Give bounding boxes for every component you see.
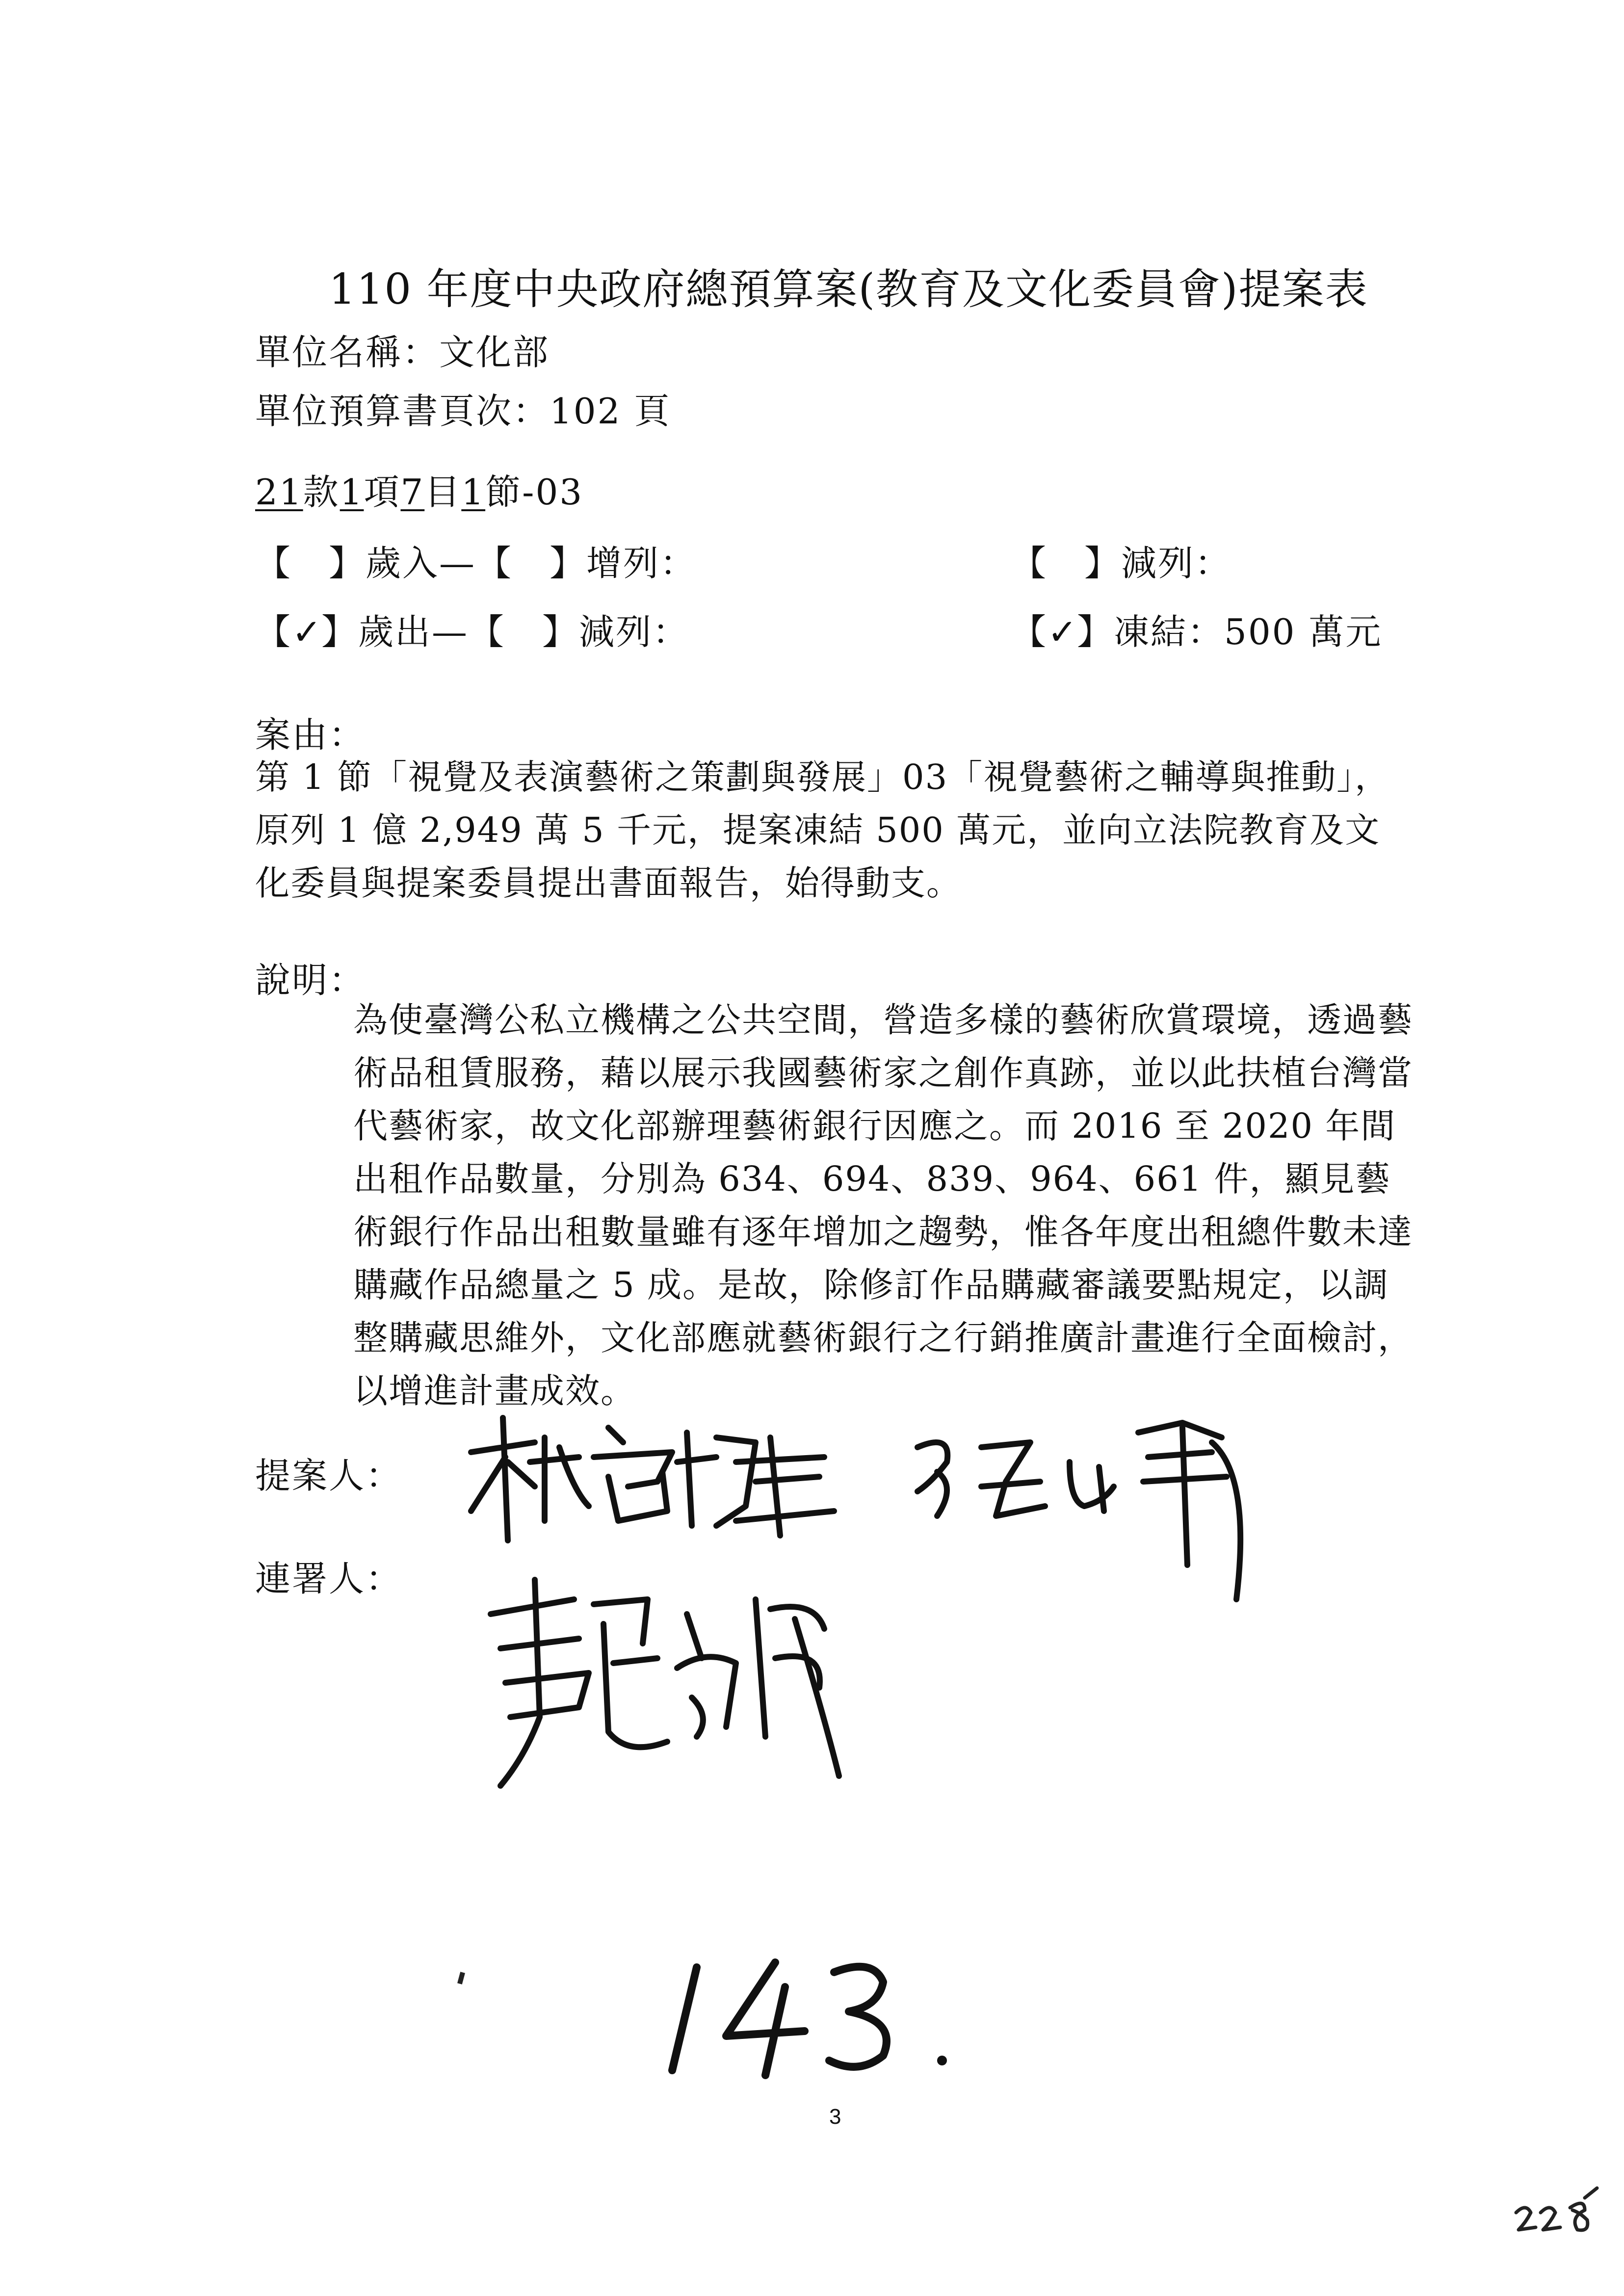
code-kuan: 21 <box>255 471 303 513</box>
freeze-check-icon: ✓ <box>1048 611 1079 652</box>
code-jie: 1 <box>461 471 486 513</box>
unit-name: 單位名稱：文化部 <box>255 332 550 373</box>
freeze-row <box>1011 603 1382 654</box>
cosigner-signature <box>481 1570 873 1805</box>
proposer-signature-2 <box>908 1403 1290 1609</box>
handwritten-number <box>653 1948 967 2085</box>
document-title: 110 年度中央政府總預算案(教育及文化委員會)提案表 <box>329 265 1368 314</box>
explanation-label: 說明： <box>255 960 366 1001</box>
budget-page: 單位預算書頁次：102 頁 <box>255 391 671 432</box>
page-number: 3 <box>829 2105 841 2129</box>
corner-mark-drawing <box>1511 2183 1609 2242</box>
budget-code <box>255 464 583 515</box>
code-xiang-label: 項 <box>364 471 401 513</box>
cosigner-label: 連署人： <box>255 1558 403 1599</box>
code-jie-label: 節-03 <box>485 471 584 513</box>
code-kuan-label: 款 <box>303 471 340 513</box>
revenue-increase-row: 【 】歲入—【 】增列： <box>255 543 697 584</box>
proposer-label: 提案人： <box>255 1455 403 1496</box>
corner-mark <box>1511 2183 1609 2242</box>
code-mu: 7 <box>400 471 425 513</box>
freeze-row-text: 】凍結：500 萬元 <box>1077 611 1383 652</box>
code-mu-label: 目 <box>424 471 462 513</box>
expenditure-check-icon: ✓ <box>292 611 323 652</box>
code-xiang: 1 <box>340 471 364 513</box>
bracket-open: 【 <box>255 611 292 652</box>
bracket-open: 【 <box>1011 611 1048 652</box>
reason-text: 第 1 節「視覺及表演藝術之策劃與發展」03「視覺藝術之輔導與推動」，原列 1 億 2,949 萬 5 千元，提案凍結 500 萬元，並向立法院教育及文化委員與提案委員提出書面報告，始得動支。 <box>255 757 1390 903</box>
revenue-decrease-row: 【 】減列： <box>1011 543 1232 584</box>
stray-mark <box>457 1972 465 1984</box>
expenditure-row-text: 】歲出—【 】減列： <box>321 611 690 652</box>
proposer-signature-1 <box>461 1408 844 1555</box>
reason-label: 案由： <box>255 714 366 756</box>
handwritten-number-drawing <box>653 1948 967 2085</box>
expenditure-decrease-row <box>255 603 689 654</box>
explanation-text: 為使臺灣公私立機構之公共空間，營造多樣的藝術欣賞環境，透過藝術品租賃服務，藉以展示我國藝術家之創作真跡，並以此扶植台灣當代藝術家，故文化部辦理藝術銀行因應之。而 2016 至 2020 年間出租作品數量，分別為 634、694、839、964、661 件，顯見藝術銀行作品出租數量雖有逐年增加之趨勢，惟各年度出租總件數未達購藏作品總量之 5 成。是故，除修訂作品購藏審議要點規定，以調整購藏思維外，文化部應就藝術銀行之行銷推廣計畫進行全面檢討，以增進計畫成效。 <box>353 1000 1413 1411</box>
